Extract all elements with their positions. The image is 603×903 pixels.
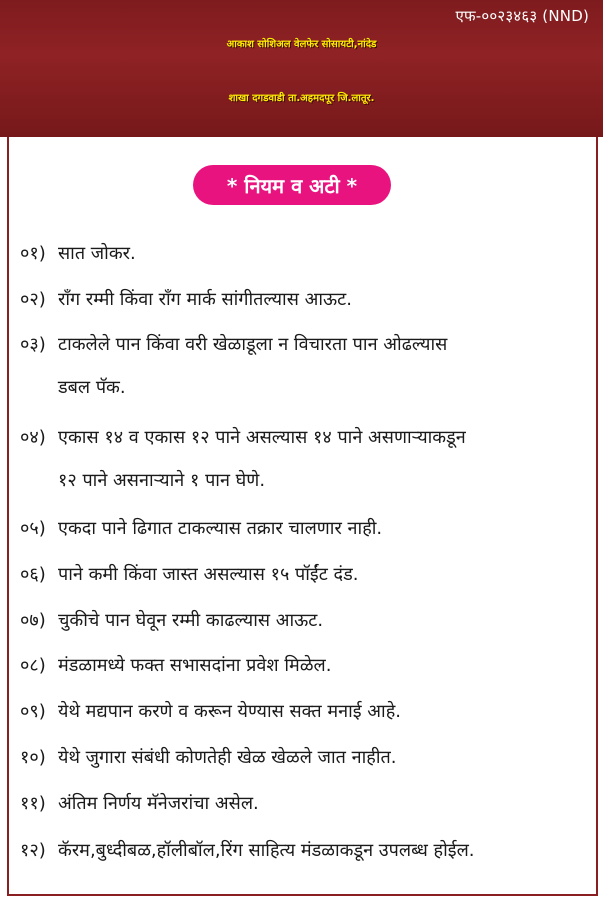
rule-text: पाने कमी किंवा जास्त असल्यास १५ पॉईंट दंड.: [58, 564, 359, 585]
rule-number: ०७): [20, 610, 46, 631]
rule-item: [0, 745, 603, 789]
rule-item: [0, 838, 603, 882]
branch-subtitle: शाखा दगडवाडी ता.अहमदपूर जि.लातूर.: [228, 93, 375, 104]
rule-item: [0, 425, 603, 491]
society-title: आकाश सोशिअल वेलफेर सोसायटी,नांदेड: [226, 39, 377, 50]
rule-text: एकदा पाने ढिगात टाकल्यास तक्रार चालणार नाही.: [58, 518, 383, 539]
rule-item: [0, 562, 603, 606]
rule-number: ०४): [20, 427, 46, 448]
rule-text: कॅरम,बुध्दीबळ,हॉलीबॉल,रिंग साहित्य मंडळाकडून उपलब्ध होईल.: [58, 840, 475, 861]
rule-number: ०६): [20, 564, 46, 585]
rule-text: अंतिम निर्णय मॅनेजरांचा असेल.: [58, 793, 259, 814]
rule-number: ०२): [20, 289, 46, 310]
rule-number: ०५): [20, 518, 46, 539]
rule-text-continued: डबल पॅक.: [58, 377, 126, 398]
rules-heading: * नियम व अटी *: [193, 165, 391, 205]
rule-item: [0, 653, 603, 697]
rule-item: [0, 608, 603, 652]
rule-text: येथे मद्यपान करणे व करून येण्यास सक्त मनाई आहे.: [58, 701, 401, 722]
rule-item: [0, 287, 603, 331]
rule-text: एकास १४ व एकास १२ पाने असल्यास १४ पाने असणाऱ्याकडून: [58, 427, 466, 448]
rule-text: मंडळामध्ये फक्त सभासदांना प्रवेश मिळेल.: [58, 655, 332, 676]
rule-item: [0, 699, 603, 743]
rule-text: राँग रम्मी किंवा राँग मार्क सांगीतल्यास आऊट.: [58, 289, 352, 310]
rule-number: ०८): [20, 655, 46, 676]
rule-item: [0, 791, 603, 835]
rule-text: येथे जुगारा संबंधी कोणतेही खेळ खेळले जात नाहीत.: [58, 747, 397, 768]
rule-number: ०३): [20, 334, 46, 355]
rule-number: ०१): [20, 243, 46, 264]
rule-number: ०९): [20, 701, 46, 722]
rule-number: १०): [20, 747, 46, 768]
rule-number: १२): [20, 840, 46, 861]
rule-text: सात जोकर.: [58, 243, 136, 264]
rule-item: [0, 516, 603, 560]
registration-code: एफ-००२३४६३ (NND): [455, 7, 589, 25]
rule-text: चुकीचे पान घेवून रम्मी काढल्यास आऊट.: [58, 610, 324, 631]
rule-text-continued: १२ पाने असनाऱ्याने १ पान घेणे.: [58, 470, 266, 491]
rule-number: ११): [20, 793, 46, 814]
rule-item: [0, 332, 603, 398]
rule-text: टाकलेले पान किंवा वरी खेळाडूला न विचारता पान ओढल्यास: [58, 334, 448, 355]
rule-item: [0, 241, 603, 285]
